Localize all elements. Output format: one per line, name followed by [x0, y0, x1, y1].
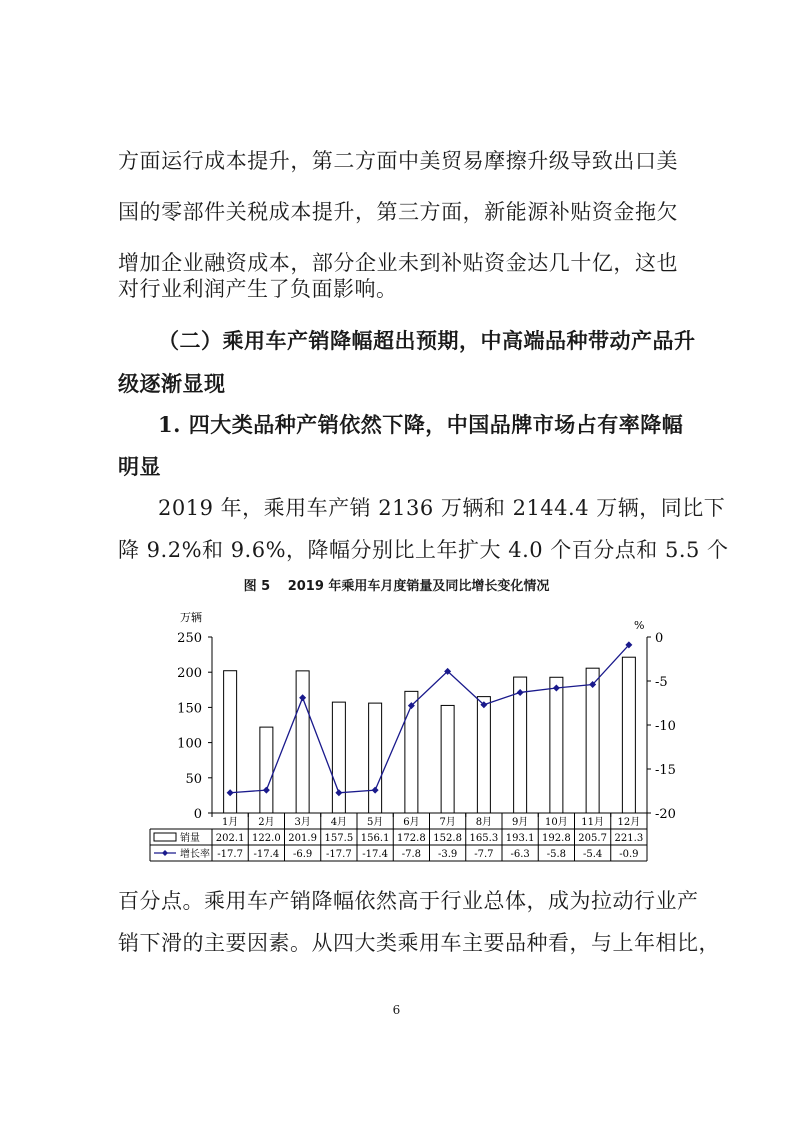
bar-sales: [514, 677, 527, 813]
body-line: 降 9.2%和 9.6%，降幅分别比上年扩大 4.0 个百分点和 5.5 个: [118, 538, 729, 562]
legend-label-growth: 增长率: [180, 849, 210, 860]
x-tick-label: 8月: [475, 817, 493, 828]
data-label-growth: -5.4: [582, 849, 603, 860]
data-label-sales: 205.7: [578, 833, 607, 844]
data-label-sales: 221.3: [614, 833, 644, 844]
data-label-sales: 157.5: [324, 833, 354, 844]
y2-tick-label: -10: [655, 719, 676, 734]
data-label-growth: -7.8: [401, 849, 422, 860]
combo-chart: [0, 595, 793, 875]
body-line: 2019 年，乘用车产销 2136 万辆和 2144.4 万辆，同比下: [158, 496, 726, 520]
data-label-growth: -0.9: [619, 849, 639, 860]
legend-label-sales: 销量: [180, 833, 200, 844]
data-label-growth: -17.7: [217, 849, 243, 860]
y2-tick-label: -20: [655, 807, 676, 822]
data-label-sales: 165.3: [469, 833, 499, 844]
x-tick-label: 5月: [366, 817, 384, 828]
y2-axis-unit-label: %: [634, 619, 645, 632]
bar-sales: [550, 677, 563, 813]
data-label-growth: -3.9: [437, 849, 458, 860]
x-tick-label: 2月: [258, 817, 275, 828]
data-label-sales: 122.0: [252, 833, 281, 844]
x-tick-label: 1月: [221, 817, 239, 828]
subsection-heading-cont: 明显: [118, 454, 161, 479]
data-label-sales: 201.9: [288, 833, 317, 844]
page-number: 6: [392, 1003, 401, 1017]
y-tick-label: 0: [193, 807, 202, 822]
bar-sales: [405, 691, 418, 813]
data-label-growth: -6.3: [510, 849, 530, 860]
y-tick-label: 50: [185, 771, 202, 787]
data-label-growth: -6.9: [292, 849, 313, 860]
bar-sales: [296, 671, 309, 813]
data-label-sales: 202.1: [215, 833, 245, 844]
data-label-sales: 193.1: [505, 833, 535, 844]
y-tick-label: 200: [177, 666, 202, 682]
section-heading-cont: 级逐渐显现: [118, 371, 226, 396]
legend-key-growth-marker: [162, 850, 168, 856]
line-growth-rate: [230, 645, 629, 793]
x-tick-label: 12月: [617, 817, 641, 828]
bar-sales: [441, 705, 454, 813]
data-label-growth: -5.8: [546, 849, 567, 860]
x-tick-label: 7月: [439, 817, 456, 828]
body-line: 销下滑的主要因素。从四大类乘用车主要品种看，与上年相比，: [118, 931, 720, 955]
y-tick-label: 150: [177, 701, 202, 717]
data-label-growth: -7.7: [474, 849, 494, 860]
bar-sales: [369, 703, 382, 813]
x-tick-label: 10月: [545, 817, 568, 828]
legend-key-sales: [154, 833, 176, 841]
x-tick-label: 11月: [581, 817, 604, 828]
x-tick-label: 3月: [294, 817, 311, 828]
bar-sales: [332, 702, 345, 813]
body-line: 国的零部件关税成本提升，第三方面，新能源补贴资金拖欠: [118, 200, 678, 224]
data-label-growth: -17.4: [253, 849, 280, 860]
y-axis-unit-label: 万辆: [180, 611, 202, 624]
y2-tick-label: -15: [655, 763, 676, 778]
data-label-sales: 192.8: [542, 833, 571, 844]
data-label-growth: -17.4: [362, 849, 388, 860]
x-tick-label: 4月: [330, 817, 348, 828]
data-label-sales: 172.8: [397, 833, 426, 844]
body-line: 增加企业融资成本，部分企业未到补贴资金达几十亿，这也: [118, 251, 678, 275]
data-label-sales: 152.8: [433, 833, 462, 844]
body-line: 对行业利润产生了负面影响。: [118, 277, 398, 301]
body-line: 百分点。乘用车产销降幅依然高于行业总体，成为拉动行业产: [118, 889, 699, 913]
y2-tick-label: 0: [655, 631, 664, 646]
bar-sales: [622, 657, 635, 813]
bar-sales: [586, 668, 599, 813]
x-tick-label: 9月: [511, 817, 529, 828]
y-tick-label: 250: [177, 631, 202, 646]
data-label-growth: -17.7: [326, 849, 352, 860]
body-line: 方面运行成本提升，第二方面中美贸易摩擦升级导致出口美: [118, 149, 678, 173]
y-tick-label: 100: [177, 736, 202, 752]
bar-sales: [260, 727, 273, 813]
bar-sales: [477, 697, 490, 813]
data-label-sales: 156.1: [360, 833, 390, 844]
figure-caption: 图 5 2019 年乘用车月度销量及同比增长变化情况: [243, 579, 550, 594]
y2-tick-label: -5: [655, 675, 668, 690]
x-tick-label: 6月: [403, 817, 420, 828]
subsection-heading: 1. 四大类品种产销依然下降，中国品牌市场占有率降幅: [158, 412, 684, 437]
section-heading: （二）乘用车产销降幅超出预期，中高端品种带动产品升: [158, 328, 696, 353]
